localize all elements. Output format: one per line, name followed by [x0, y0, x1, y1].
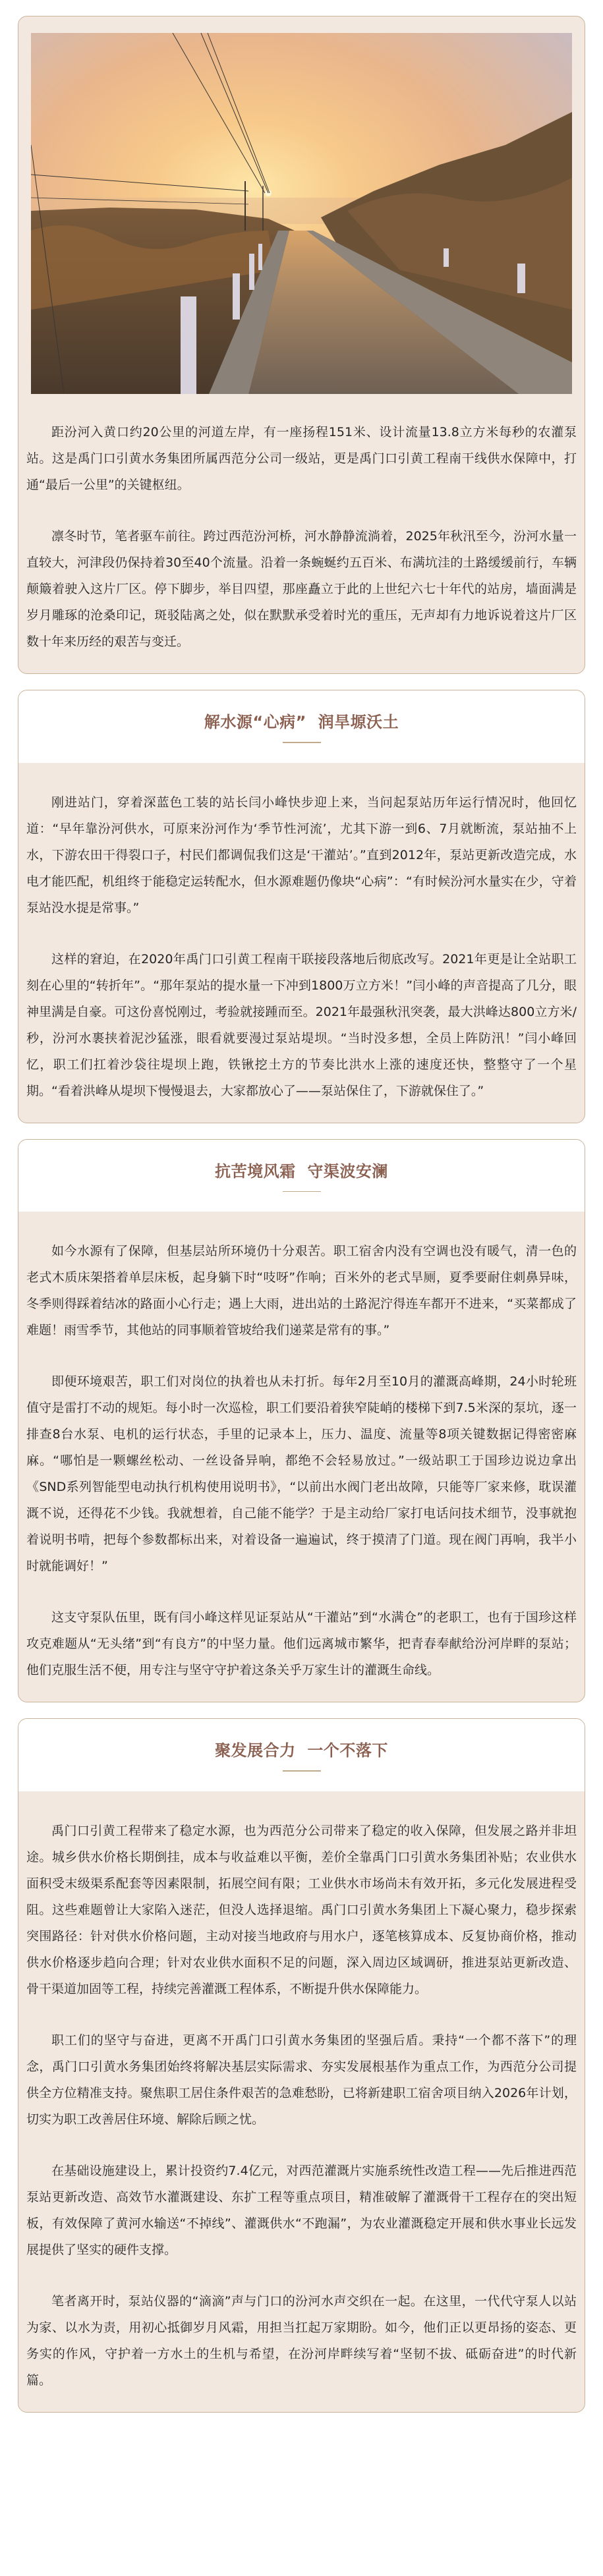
- section-body: [18, 763, 585, 1123]
- title-divider: [283, 1191, 321, 1192]
- section-card-water-source: [18, 690, 585, 1123]
- intro-paragraph: 凛冬时节，笔者驱车前往。跨过西范汾河桥，河水静静流淌着，2025年秋汛至今，汾河水量一直较大，河津段仍保持着30至40个流量。沿着一条蜿蜒约五百米、布满坑洼的土路缓缓前行，车辆颠簸着驶入这片厂区。停下脚步，举目四望，那座矗立于此的上世纪六七十年代的站房，墙面满是岁月雕琢的沧桑印记，斑驳陆离之处，似在默默承受着时光的重压，无声却有力地诉说着这片厂区数十年来历经的艰苦与变迁。: [26, 529, 577, 649]
- section-title: 抗苦境风霜 守渠波安澜: [215, 1162, 388, 1181]
- section-card-hardship: [18, 1139, 585, 1703]
- section-title: 聚发展合力 一个不落下: [215, 1741, 388, 1760]
- section-card-development: [18, 1718, 585, 2413]
- section-paragraph: 职工们的坚守与奋进，更离不开禹门口引黄水务集团的坚强后盾。秉持“一个都不落下”的理念，禹门口引黄水务集团始终将解决基层实际需求、夯实发展根基作为重点工作，为西范分公司提供全方位精准支持。聚焦职工居住条件艰苦的急难愁盼，已将新建职工宿舍项目纳入2026年计划，切实为职工改善居住环境、解除后顾之忧。: [26, 2032, 577, 2127]
- section-paragraph: 这样的窘迫，在2020年禹门口引黄工程南干联接段落地后彻底改写。2021年更是让全站职工刻在心里的“转折年”。“那年泵站的提水量一下冲到1800万立方米！”闫小峰的声音提高了几分，眼神里满是自豪。可这份喜悦刚过，考验就接踵而至。2021年最强秋汛突袭，最大洪峰达800立方米/秒，汾河水裹挟着泥沙猛涨，眼看就要漫过泵站堤坝。“当时没多想，全员上阵防汛！”闫小峰回忆，职工们扛着沙袋往堤坝上跑，铁锹挖土方的节奏比洪水上涨的速度还快，整整守了一个星期。“看着洪峰从堤坝下慢慢退去，大家都放心了——泵站保住了，下游就保住了。”: [26, 951, 577, 1098]
- title-divider: [283, 742, 321, 743]
- section-paragraph: 刚进站门，穿着深蓝色工装的站长闫小峰快步迎上来，当问起泵站历年运行情况时，他回忆道：“早年靠汾河供水，可原来汾河作为‘季节性河流’，尤其下游一到6、7月就断流，泵站抽不上水，下游农田干得裂口子，村民们都调侃我们这是‘干灌站’。”直到2012年，泵站更新改造完成，水电才能匹配，机组终于能稳定运转配水，但水源难题仍像块“心病”：“有时候汾河水量实在少，守着泵站没水提是常事。”: [26, 795, 577, 915]
- intro-paragraph: 距汾河入黄口约20公里的河道左岸，有一座扬程151米、设计流量13.8立方米每秒的农灌泵站。这是禹门口引黄水务集团所属西范分公司一级站，更是禹门口引黄工程南干线供水保障中，打通“最后一公里”的关键枢纽。: [26, 425, 577, 492]
- section-header: [18, 1140, 585, 1212]
- section-header: [18, 1719, 585, 1791]
- section-body: [18, 1212, 585, 1702]
- section-header: [18, 690, 585, 763]
- intro-body: [18, 394, 585, 673]
- section-paragraph: 即便环境艰苦，职工们对岗位的执着也从未打折。每年2月至10月的灌溉高峰期，24小时轮班值守是雷打不动的规矩。每小时一次巡检，职工们要沿着狭窄陡峭的楼梯下到7.5米深的泵坑，逐一排查8台水泵、电机的运行状态，手里的记录本上，压力、温度、流量等8项关键数据记得密密麻麻。“哪怕是一颗螺丝松动、一丝设备异响，都绝不会轻易放过。”一级站职工于国珍边说边拿出《SND系列智能型电动执行机构使用说明书》，“以前出水阀门老出故障，只能等厂家来修，耽误灌溉不说，还得花不少钱。我就想着，自己能不能学？于是主动给厂家打电话问技术细节，没事就抱着说明书啃，把每个参数都标出来，对着设备一遍遍试，终于摸清了门道。现在阀门再响，我半小时就能调好！”: [26, 1374, 577, 1573]
- section-paragraph: 笔者离开时，泵站仪器的“滴滴”声与门口的汾河水声交织在一起。在这里，一代代守泵人以站为家、以水为责，用初心抵御岁月风霜，用担当扛起万家期盼。如今，他们正以更昂扬的姿态、更务实的作风，守护着一方水土的生机与希望，在汾河岸畔续写着“坚韧不拔、砥砺奋进”的时代新篇。: [26, 2293, 577, 2388]
- section-paragraph: 这支守泵队伍里，既有闫小峰这样见证泵站从“干灌站”到“水满仓”的老职工，也有于国珍这样攻克难题从“无头绪”到“有良方”的中坚力量。他们远离城市繁华，把青春奉献给汾河岸畔的泵站；他们克服生活不便，用专注与坚守守护着这条关乎万家生计的灌溉生命线。: [26, 1610, 577, 1677]
- title-divider: [283, 1770, 321, 1772]
- section-body: [18, 1791, 585, 2412]
- section-paragraph: 如今水源有了保障，但基层站所环境仍十分艰苦。职工宿舍内没有空调也没有暖气，清一色的老式木质床架搭着单层床板，起身躺下时“吱呀”作响；百米外的老式旱厕，夏季要耐住刺鼻异味，冬季则得踩着结冰的路面小心行走；遇上大雨，进出站的土路泥泞得连车都开不进来，“买菜都成了难题！雨雪季节，其他站的同事顺着管坡给我们递菜是常有的事。”: [26, 1244, 577, 1337]
- section-title: 解水源“心病” 润旱塬沃土: [204, 713, 399, 731]
- intro-card: [18, 16, 585, 674]
- hero-image: [31, 33, 572, 394]
- section-paragraph: 在基础设施建设上，累计投资约7.4亿元，对西范灌溉片实施系统性改造工程——先后推进西范泵站更新改造、高效节水灌溉建设、东扩工程等重点项目，精准破解了灌溉骨干工程存在的突出短板，有效保障了黄河水输送“不掉线”、灌溉供水“不跑漏”，为农业灌溉稳定开展和供水事业长远发展提供了坚实的硬件支撑。: [26, 2163, 577, 2257]
- section-paragraph: 禹门口引黄工程带来了稳定水源，也为西范分公司带来了稳定的收入保障，但发展之路并非坦途。城乡供水价格长期倒挂，成本与收益难以平衡，差价全靠禹门口引黄水务集团补贴；农业供水面积受末级渠系配套等因素限制，拓展空间有限；工业供水市场尚未有效开拓，多元化发展进程受阻。这些难题曾让大家陷入迷茫，但没人选择退缩。禹门口引黄水务集团上下凝心聚力，稳步探索突围路径：针对供水价格问题，主动对接当地政府与用水户，逐笔核算成本、反复协商价格，推动供水价格逐步趋向合理；针对农业供水面积不足的问题，深入周边区域调研，推进泵站更新改造、骨干渠道加固等工程，持续完善灌溉工程体系，不断提升供水保障能力。: [26, 1823, 577, 1996]
- canal-sunset-photo: [31, 33, 572, 394]
